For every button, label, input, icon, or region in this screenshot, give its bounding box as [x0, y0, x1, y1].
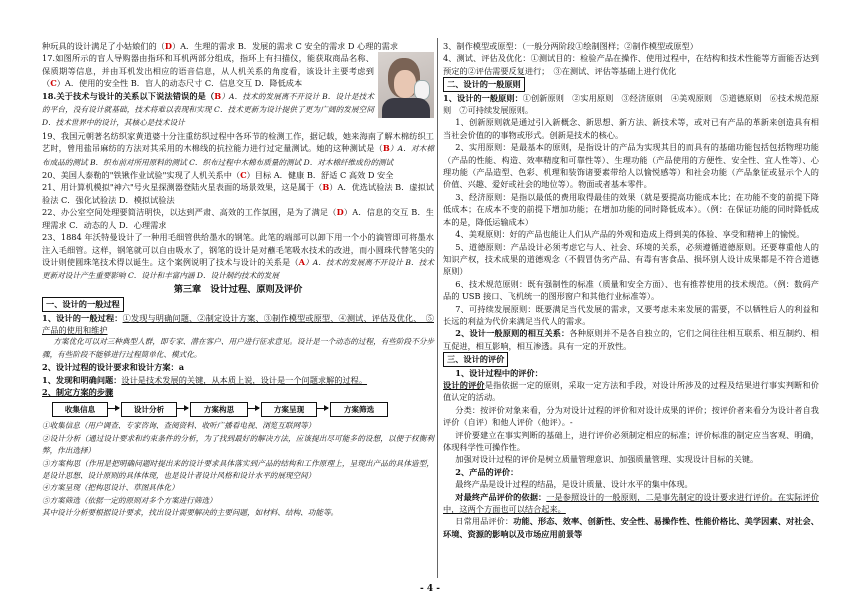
step-4: ④方案呈现（把构思设计、草图具体化） [42, 483, 179, 493]
flow-arrow [316, 408, 328, 409]
evaluation-importance: 加强对设计过程的评价是树立质量管理意识、加强质量管理、实现设计目标的关键。 [455, 454, 759, 465]
final-product: 最终产品是设计过程的结晶，是设计质量、设计水平的集中体现。 [455, 479, 693, 490]
evaluation-heading: 三、设计的评价 [443, 352, 508, 366]
scheme-flowchart [42, 400, 434, 418]
item-3-model: 3、制作模型或原型：（一般分两阶段①绘制图样；②制作模型或原型） [443, 41, 698, 51]
step-3: ③方案构思（作用是把明确问题时提出来的设计要求具体落实到产品的结构和工作原理上，呈现出产品的具体造型，是设计思想、设计原则的具体体现，也是设计者设计风格和设计水平的展现空间） [42, 458, 434, 480]
section-1-heading: 一、设计的一般过程 [42, 297, 124, 311]
evaluation-classification: 分类：按评价对象来看，分为对设计过程的评价和对设计成果的评价；按评价者来看分为设计者自我评价（自评）和他人评价（他评）。- [443, 404, 819, 428]
question-18: 18.关于技术与设计的关系以下说法错误的是（B）A．技术的发展离不开设计 B．设计是技术的平台，没有设计就基础，技术将难以表现和实现 C．技术更新为设计提供了更为广阔的发展空间 D．技术世界中的设计，其核心是技术设计 [42, 90, 374, 128]
question-20: 20、美国人泰勒的"铁锹作业试验"实现了人机关系中（C）目标 A．健康 B．舒适 C 高效 D 安全 [42, 170, 394, 181]
flow-step-conceive: 方案构思 [190, 402, 248, 417]
left-column [42, 40, 434, 520]
flow-step-select: 方案筛选 [330, 402, 388, 417]
flow-arrow [107, 408, 119, 409]
final-note: 其中设计分析要根据设计要求，找出设计需要解决的主要问题，如材料、结构、功能等。 [42, 508, 339, 518]
blind-guide-device-photo [378, 52, 434, 118]
principle-practical: 2、实用原则：是最基本的原则，是指设计的产品为实现其目的而具有的基础功能包括包括物理功能（产品的性能、构造、效率精度和可靠性等）、生理功能（产品使用的方便性、安全性、宜人性等）、心理功能（产品造型、色彩、机理和装饰诸要素带给人以愉悦感等）和社会功能（产品象征或显示个人的价值、兴趣、爱好或社会的地位等）。物面或者基本零件。 [443, 142, 819, 190]
right-column [443, 40, 819, 540]
answer-23: A [298, 256, 305, 267]
flow-arrow [247, 408, 259, 409]
question-17: 17.如图所示的盲人导购器由指环和耳机两部分组成，指环上有扫描仪，能获取商品名称、保质期等信息，并由耳机发出相应的语音信息，从人机关系的角度看，该设计主要考虑到（C）A．使用的安全性 B．盲人的动态尺寸 C．信息交互 D．降低成本 [42, 53, 374, 89]
question-23: 23、1884 年沃特曼设计了一种用毛细管供给墨水的钢笔。此笔的端部可以卸下用一个小的滴管即可将墨水注入毛细管。这样，钢笔就可以自由吸水了，钢笔的设计是对蘸毛笔吸水技术的改进，而小圆珠代替笔尖的设计则使圆珠笔技术得以诞生。这个案例说明了技术与设计的关系是（A）A．技术的发展离不开设计 B．技术更新对设计产生重要影响 C．设计和丰富内涵 D．设计制约技术的发展 [42, 232, 434, 281]
answer-16: D [164, 41, 172, 51]
chapter-title: 第三章 设计过程、原则及评价 [173, 283, 303, 295]
daily-goods-evaluation: 日常用品评价：功能、形态、效率、创新性、安全性、易操作性、性能价格比、美学因素、对社会、环境、资源的影响以及市场应用前景等 [443, 516, 819, 539]
question-21: 21、用计算机模拟"神六"号火星探测器登陆火星表面的场景效果，这是属于（B）A．优选试验法 B．虚拟试验法 C．强化试验法 D．模拟试验法 [42, 182, 434, 205]
principle-moral: 5、道德原则：产品设计必须考虑它与人、社会、环境的关系，必须遵循道德原则。还要尊重他人的知识产权，技术成果的道德观念（不假冒伪劣产品、有毒有害食品、损坏别人设计成果都是不符合道德原则） [443, 241, 819, 277]
question-16-continued: 种玩具的设计满足了小姑娘们的（D）A．生理的需求 B．发展的需求 C 安全的需求 D 心理的需求 [42, 41, 399, 51]
item-4-test: 4、测试、评估及优化：①测试目的：检验产品在操作、使用过程中，在结构和技术性能等方面能否达到预定的②评估需要反复进行； ③在测试、评估等基础上进行优化 [443, 53, 819, 76]
find-problem: 1、发现和明确问题：设计是技术发展的关键，从本质上说，设计是一个问题求解的过程。 [42, 374, 368, 385]
principle-aesthetic: 4、美观原则：好的产品也能让人们从产品的外观和造成上得到美的体验、享受和精神上的愉悦。 [455, 229, 805, 240]
principle-sustainable: 7、可持续发展原则：既要满足当代发展的需求，又要考虑未来发展的需要，不以牺牲后人的利益和长远的利益为代价来满足当代人的需求。 [443, 303, 819, 326]
process-evaluation-heading: 1、设计过程中的评价： [455, 367, 543, 378]
answer-21: B [322, 182, 330, 193]
flow-arrow [176, 408, 188, 409]
design-process-note: 方案优化可以对三种典型人群，即专家、潜在客户、用户进行征求意见。设计是一个动态的过程，有些阶段不分步骤，有些阶段不能够进行过程简单化、模式化。 [42, 337, 434, 359]
step-1: ①收集信息（用户调查、专家咨询、查阅资料、收听广播看电视、浏览互联网等） [42, 421, 316, 431]
flow-step-collect: 收集信息 [52, 402, 108, 417]
answer-17: C [50, 78, 57, 89]
principle-innovation: 1、创新原则就是通过引入新概念、新思想、新方法、新技术等，或对已有产品的革新来创造具有相当社会价值的的事物或形式。创新是技术的核心。 [443, 117, 819, 140]
principle-economic: 3、经济原则：是指以最低的费用取得最佳的效果（就是要提高功能成本比；在功能不变的前提下降低成本；在成本不变的前提下增加功能；在增加功能的同时降低成本）。（例：在保证功能的同时降低成本的是，降低运输成本） [443, 191, 819, 227]
evaluation-definition: 设计的评价是指依据一定的原则，采取一定方法和手段，对设计所涉及的过程及结果进行事实判断和价值认定的活动。 [443, 379, 819, 403]
principle-norms: 6、技术规范原则：既有强制性的标准（质量和安全方面）、也有推荐使用的技术规范。（例：数码产品的 USB 接口、飞机统一的图形窗户和其他行业标准等）。 [443, 278, 819, 302]
flow-step-analyze: 设计分析 [121, 402, 177, 417]
answer-19: B [382, 143, 390, 154]
answer-18: B [214, 90, 222, 101]
answer-22: D [336, 207, 344, 218]
answer-20: C [240, 170, 247, 181]
flow-step-present: 方案呈现 [261, 402, 317, 417]
principles-relationship: 2、设计一般原则的相互关系：各种原则并不是各自独立的，它们之间往往相互联系、相互制约、相互促进，相互影响，相互渗透。具有一定的开放性。 [443, 328, 819, 351]
product-evaluation-heading: 2、产品的评价： [455, 466, 519, 477]
principles-list: 1、设计的一般原则：①创新原则 ②实用原则 ③经济原则 ④美观原则 ⑤道德原则 ⑥技术规范原则 ⑦可持续发展原则。 [443, 92, 819, 116]
page-number: - 4 - [420, 584, 440, 594]
question-22: 22、办公室空间处理要简洁明快，以达到严肃、高效的工作氛围，是为了满足（D）A．信息的交互 B．生理需求 C．动态的人 D．心理需求 [42, 207, 434, 230]
design-process-list: 1、设计的一般过程：①发现与明确问题、②制定设计方案、③制作模型或原型、④测试、评估及优化、 ⑤产品的使用和维护 [42, 312, 434, 335]
section-2-heading: 2、设计过程的设计要求和设计方案：a [42, 362, 185, 373]
question-19: 19、我国元朝著名纺织家黄道婆十分注重纺织过程中各环节的检测工作，据记载，她来海南了解木棉纺织工艺时，曾用盐吊麻纺的方法对其采用的木棉线的抗拉能力进行过定量测试。她的这种测试是（B）A．对木棉布成品的测试 B．织布前对所用原料的测试 C．织布过程中木棉布质量的测试 D．对木棉纤维成份的测试 [42, 130, 434, 167]
column-divider [437, 38, 438, 578]
step-5: ⑤方案筛选（依据一定的原则对多个方案进行筛选） [42, 495, 217, 505]
evaluation-standard: 评价要建立在事实判断的基础上，进行评价必须制定相应的标准；评价标准的制定应当客观、明确，体现科学性可操作性。 [443, 429, 819, 452]
evaluation-basis: 对最终产品评价的依据：一是参照设计的一般原则，二是事先制定的设计要求进行评价。在实际评价中，这两个方面也可以结合起来。 [443, 491, 819, 515]
steps-heading: 2、制定方案的步骤 [42, 386, 114, 397]
step-2: ②设计分析（通过设计要求和约束条件的分析，为了找到最好的解决方法，应该提出尽可能多的设想，以便于权衡利弊，作出选择） [42, 433, 434, 456]
principles-heading: 二、设计的一般原则 [443, 77, 525, 91]
